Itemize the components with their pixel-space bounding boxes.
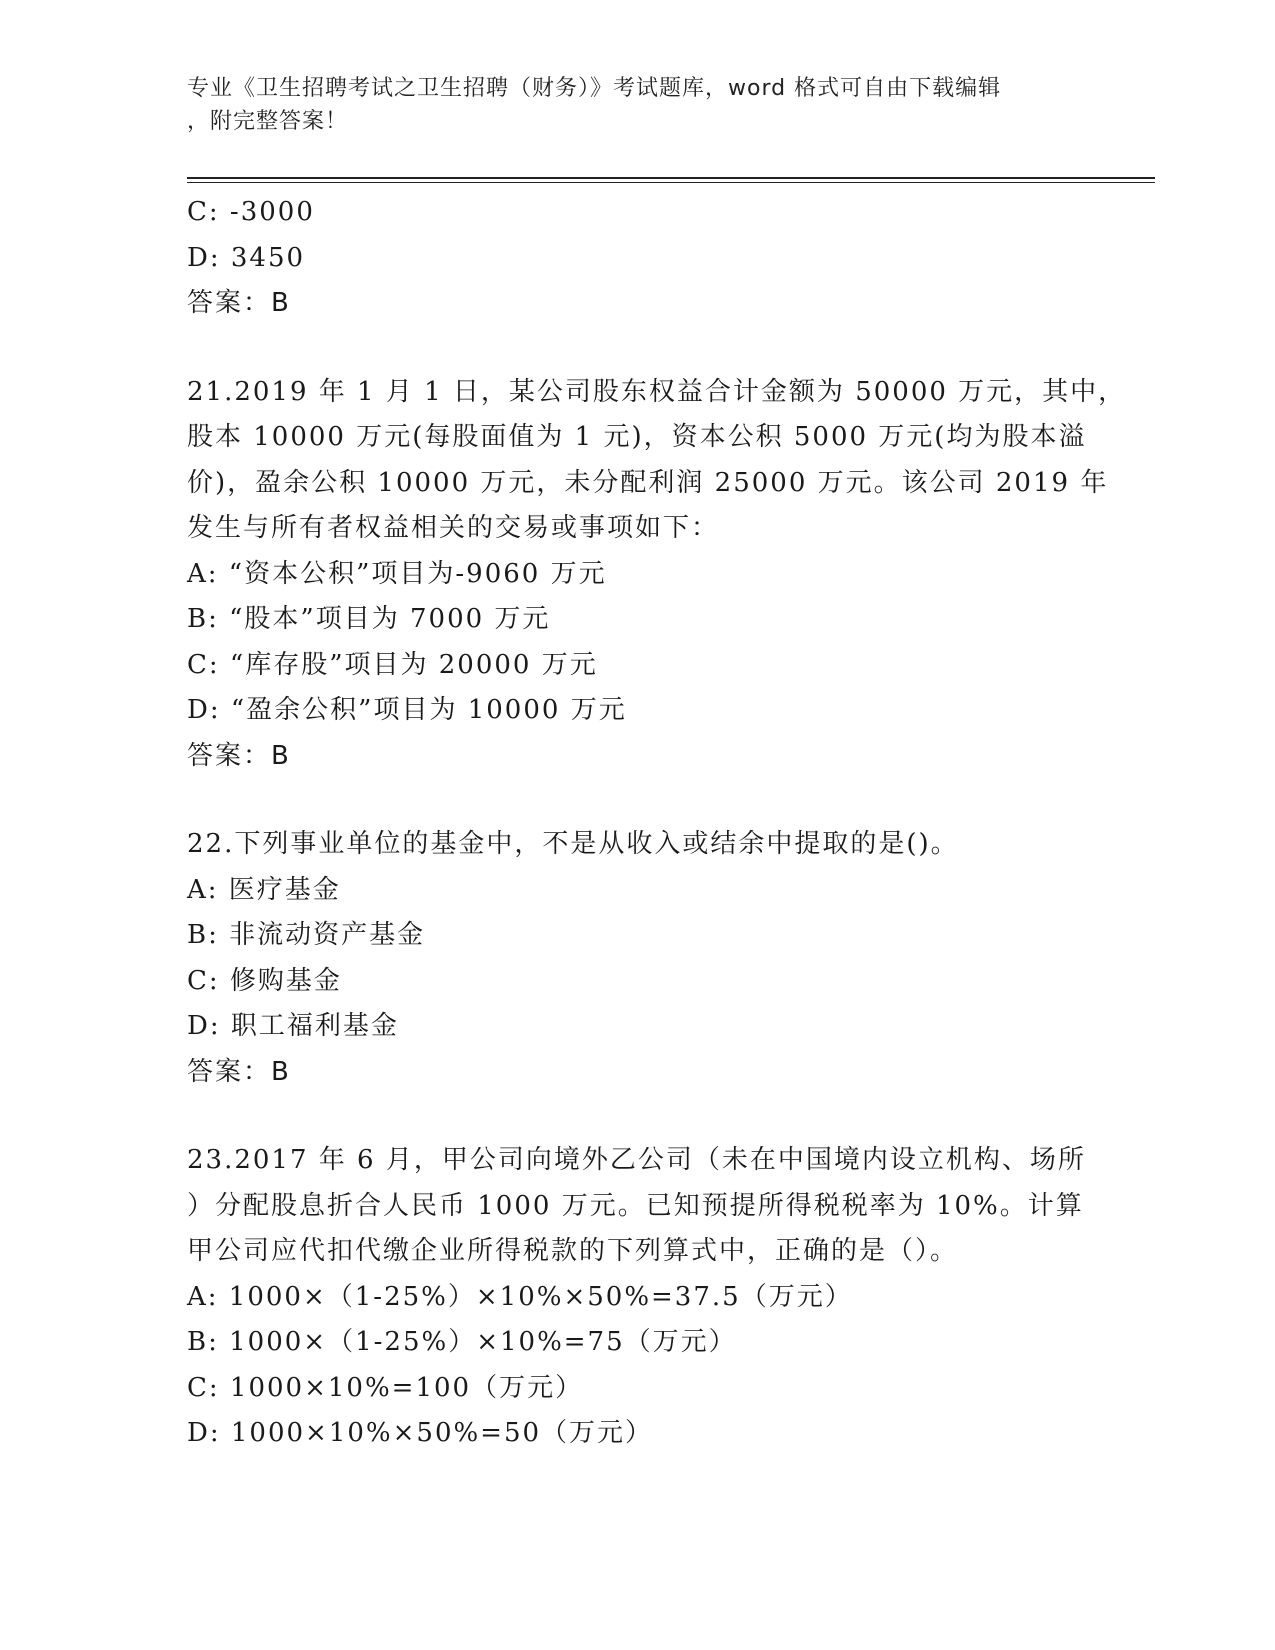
answer-line: 答案：B (187, 288, 291, 318)
header-rule-thick (187, 177, 1155, 179)
option-b: B: 非流动资产基金 (187, 920, 426, 950)
question-stem-line: 甲公司应代扣代缴企业所得税款的下列算式中，正确的是（）。 (187, 1236, 959, 1266)
option-c: C: -3000 (187, 197, 315, 227)
option-d: D: 1000×10%×50%=50（万元） (187, 1418, 654, 1448)
question-stem-line: 23.2017 年 6 月，甲公司向境外乙公司（未在中国境内设立机构、场所 (187, 1145, 1086, 1175)
document-body (187, 190, 1127, 1457)
answer-line: 答案：B (187, 740, 291, 771)
option-d: D: 职工福利基金 (187, 1011, 399, 1041)
option-d: D: “盈余公积”项目为 10000 万元 (187, 695, 627, 725)
option-c: C: “库存股”项目为 20000 万元 (187, 649, 598, 680)
option-c: C: 1000×10%=100（万元） (187, 1372, 584, 1403)
option-a: A: 医疗基金 (187, 874, 341, 905)
question-stem-line: 发生与所有者权益相关的交易或事项如下： (187, 513, 720, 543)
answer-line: 答案：B (187, 1056, 291, 1087)
question-stem-line: 21.2019 年 1 月 1 日，某公司股东权益合计金额为 50000 万元，其中， (187, 376, 1127, 407)
option-a: A: “资本公积”项目为-9060 万元 (187, 558, 607, 589)
option-a: A: 1000×（1-25%）×10%×50%=37.5（万元） (187, 1281, 853, 1312)
option-b: B: 1000×（1-25%）×10%=75（万元） (187, 1327, 737, 1357)
option-b: B: “股本”项目为 7000 万元 (187, 604, 551, 634)
question-stem-line: 22.下列事业单位的基金中，不是从收入或结余中提取的是()。 (187, 829, 959, 859)
page-header (187, 72, 1067, 138)
header-line-2: ，附完整答案！ (187, 109, 349, 134)
header-rule-thin (187, 182, 1155, 183)
option-c: C: 修购基金 (187, 965, 342, 996)
question-stem-line: 股本 10000 万元(每股面值为 1 元)，资本公积 5000 万元(均为股本溢 (187, 422, 1087, 452)
question-fragment (187, 190, 1087, 327)
question-23 (187, 1138, 1087, 1457)
option-d: D: 3450 (187, 242, 306, 273)
question-21 (187, 370, 1127, 780)
question-22 (187, 822, 1087, 1095)
header-line-1: 专业《卫生招聘考试之卫生招聘（财务）》考试题库，word 格式可自由下载编辑 (187, 76, 1002, 101)
question-stem-line: 价)，盈余公积 10000 万元，未分配利润 25000 万元。该公司 2019 年 (187, 467, 1109, 498)
question-stem-line: ）分配股息折合人民币 1000 万元。已知预提所得税税率为 10%。计算 (187, 1190, 1084, 1221)
